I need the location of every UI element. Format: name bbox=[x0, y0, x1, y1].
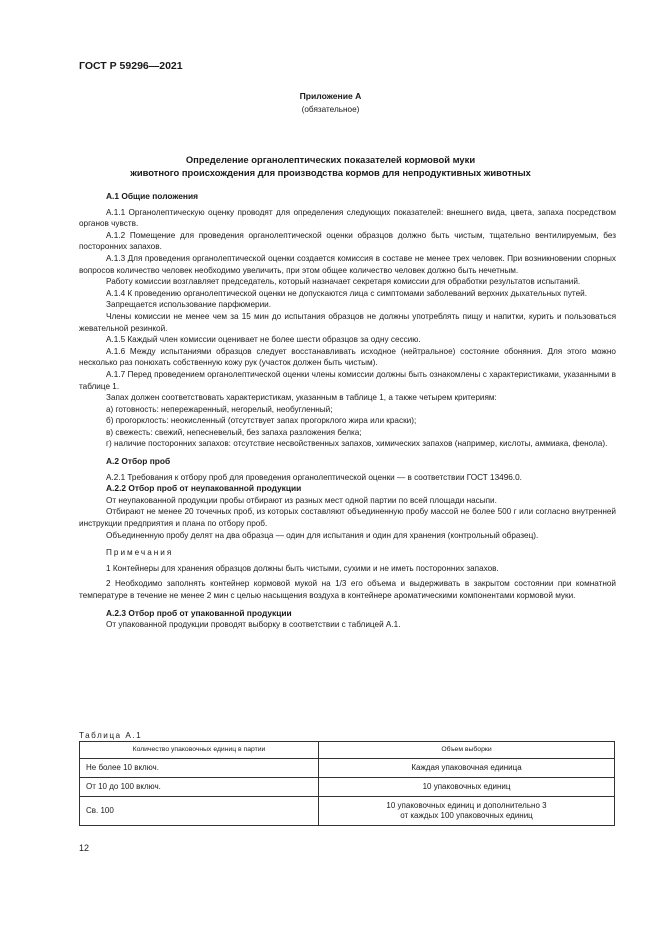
paragraph-smell-criteria: Запах должен соответствовать характеристикам, указанным в таблице 1, а также четырем критериям: bbox=[106, 393, 497, 403]
paragraph-a1-4: А.1.4 К проведению органолептической оценки не допускаются лица с симптомами заболеваний верхних дыхательных путей. bbox=[106, 288, 587, 298]
document-title-line-1: Определение органолептических показателей кормовой муки bbox=[185, 154, 476, 165]
paragraph-a1-5: А.1.5 Каждый член комиссии оценивает не более шести образцов за одну сессию. bbox=[106, 335, 421, 345]
page-number: 12 bbox=[79, 843, 90, 853]
table-row bbox=[80, 778, 615, 797]
table-cell-line: 10 упаковочных единиц и дополнительно 3 bbox=[386, 800, 547, 810]
paragraph-a1-6: А.1.6 Между испытаниями образцов следует восстанавливать исходное (нейтральное) состояние обоняния. Для этого можно несколько раз понюхать собственную кожу рук (участок должен быть чистым). bbox=[79, 346, 616, 368]
document-title bbox=[60, 154, 601, 179]
table-cell: Не более 10 включ. bbox=[80, 759, 319, 778]
list-item-d: г) наличие посторонних запахов: отсутствие несвойственных запахов, химических запахов (например, кислоты, аммиака, фенола). bbox=[106, 439, 608, 449]
list-item-a: а) готовность: непережаренный, негорелый, необугленный; bbox=[106, 404, 333, 414]
note-2: 2 Необходимо заполнять контейнер кормовой мукой на 1/3 его объема и выдерживать в закрытом состоянии при комнатной температуре в течение не менее 2 мин с целью насыщения воздуха в контейнере ароматическими компонентами кормовой муки. bbox=[79, 579, 616, 600]
table-cell: Св. 100 bbox=[80, 797, 319, 826]
paragraph-point-samples: Отбирают не менее 20 точечных проб, из которых составляют объединенную пробу массой не более 500 г или согласно внутренней инструкции предприятия и плана по отбору проб. bbox=[79, 507, 616, 529]
document-body bbox=[79, 191, 616, 631]
table-header-row bbox=[80, 742, 615, 759]
paragraph-combined-sample: Объединенную пробу делят на два образца — один для испытания и один для хранения (контрольный образец). bbox=[106, 530, 539, 540]
list-item-c: в) свежесть: свежий, непесневелый, без запаха разложения белка; bbox=[106, 427, 362, 437]
paragraph-packed: От упакованной продукции проводят выборку в соответствии с таблицей А.1. bbox=[106, 620, 401, 630]
paragraph-members: Члены комиссии не менее чем за 15 мин до испытания образцов не должны употреблять пищу и напитки, курить и пользоваться жевательной резинкой. bbox=[79, 311, 616, 333]
document-title-line-2: животного происхождения для производства кормов для непродуктивных животных bbox=[130, 166, 531, 178]
table-row bbox=[80, 759, 615, 778]
appendix-label: Приложение А bbox=[299, 91, 362, 101]
table-header-cell: Количество упаковочных единиц в партии bbox=[80, 742, 319, 759]
note-1: 1 Контейнеры для хранения образцов должны быть чистыми, сухими и не иметь посторонних запахов. bbox=[106, 563, 499, 573]
table-cell-line: от каждых 100 упаковочных единиц bbox=[400, 811, 533, 820]
table-cell: От 10 до 100 включ. bbox=[80, 778, 319, 797]
sampling-table bbox=[79, 741, 615, 826]
paragraph-a2-1: А.2.1 Требования к отбору проб для проведения органолептической оценки — в соответствии ГОСТ 13496.0. bbox=[106, 472, 522, 482]
standard-header: ГОСТ Р 59296—2021 bbox=[79, 60, 183, 72]
table-caption: Таблица А.1 bbox=[79, 731, 143, 740]
section-heading-a1: А.1 Общие положения bbox=[106, 191, 199, 201]
paragraph-commission: Работу комиссии возглавляет председатель, который назначает секретаря комиссии для обработки результатов испытаний. bbox=[106, 277, 581, 287]
notes-label: Примечания bbox=[106, 548, 174, 558]
paragraph-perfume: Запрещается использование парфюмерии. bbox=[106, 300, 272, 310]
appendix-title bbox=[0, 91, 661, 103]
table-header-cell: Объем выборки bbox=[319, 742, 615, 759]
paragraph-a1-7: А.1.7 Перед проведением органолептической оценки члены комиссии должны быть ознакомлены с характеристиками, указанными в таблице 1. bbox=[79, 369, 616, 391]
table-cell bbox=[319, 797, 615, 826]
list-item-b: б) прогорклость: неокисленный (отсутствует запах прогорклого жира или краски); bbox=[106, 416, 417, 426]
paragraph-a1-3: А.1.3 Для проведения органолептической оценки создается комиссия в составе не менее трех человек. При возникновении спорных вопросов количество человек необходимо увеличить, при этом общее количество человек должно быть нечетным. bbox=[79, 253, 616, 275]
table-cell: 10 упаковочных единиц bbox=[319, 778, 615, 797]
table-row bbox=[80, 797, 615, 826]
table-cell: Каждая упаковочная единица bbox=[319, 759, 615, 778]
subsection-heading-a2-2: А.2.2 Отбор проб от неупакованной продукции bbox=[106, 483, 302, 494]
section-heading-a2: А.2 Отбор проб bbox=[106, 456, 171, 467]
paragraph-unpacked: От неупакованной продукции пробы отбирают из разных мест одной партии по всей площади насыпи. bbox=[106, 495, 497, 505]
subsection-heading-a2-3: А.2.3 Отбор проб от упакованной продукции bbox=[106, 607, 292, 618]
paragraph-a1-2: А.1.2 Помещение для проведения органолептической оценки образцов должно быть чистым, тщательно вентилируемым, без посторонних запахов. bbox=[79, 230, 616, 252]
appendix-status: (обязательное) bbox=[301, 105, 360, 114]
paragraph-a1-1: А.1.1 Органолептическую оценку проводят для определения следующих показателей: внешнего вида, цвета, запаха посредством органов чувств. bbox=[79, 207, 616, 229]
